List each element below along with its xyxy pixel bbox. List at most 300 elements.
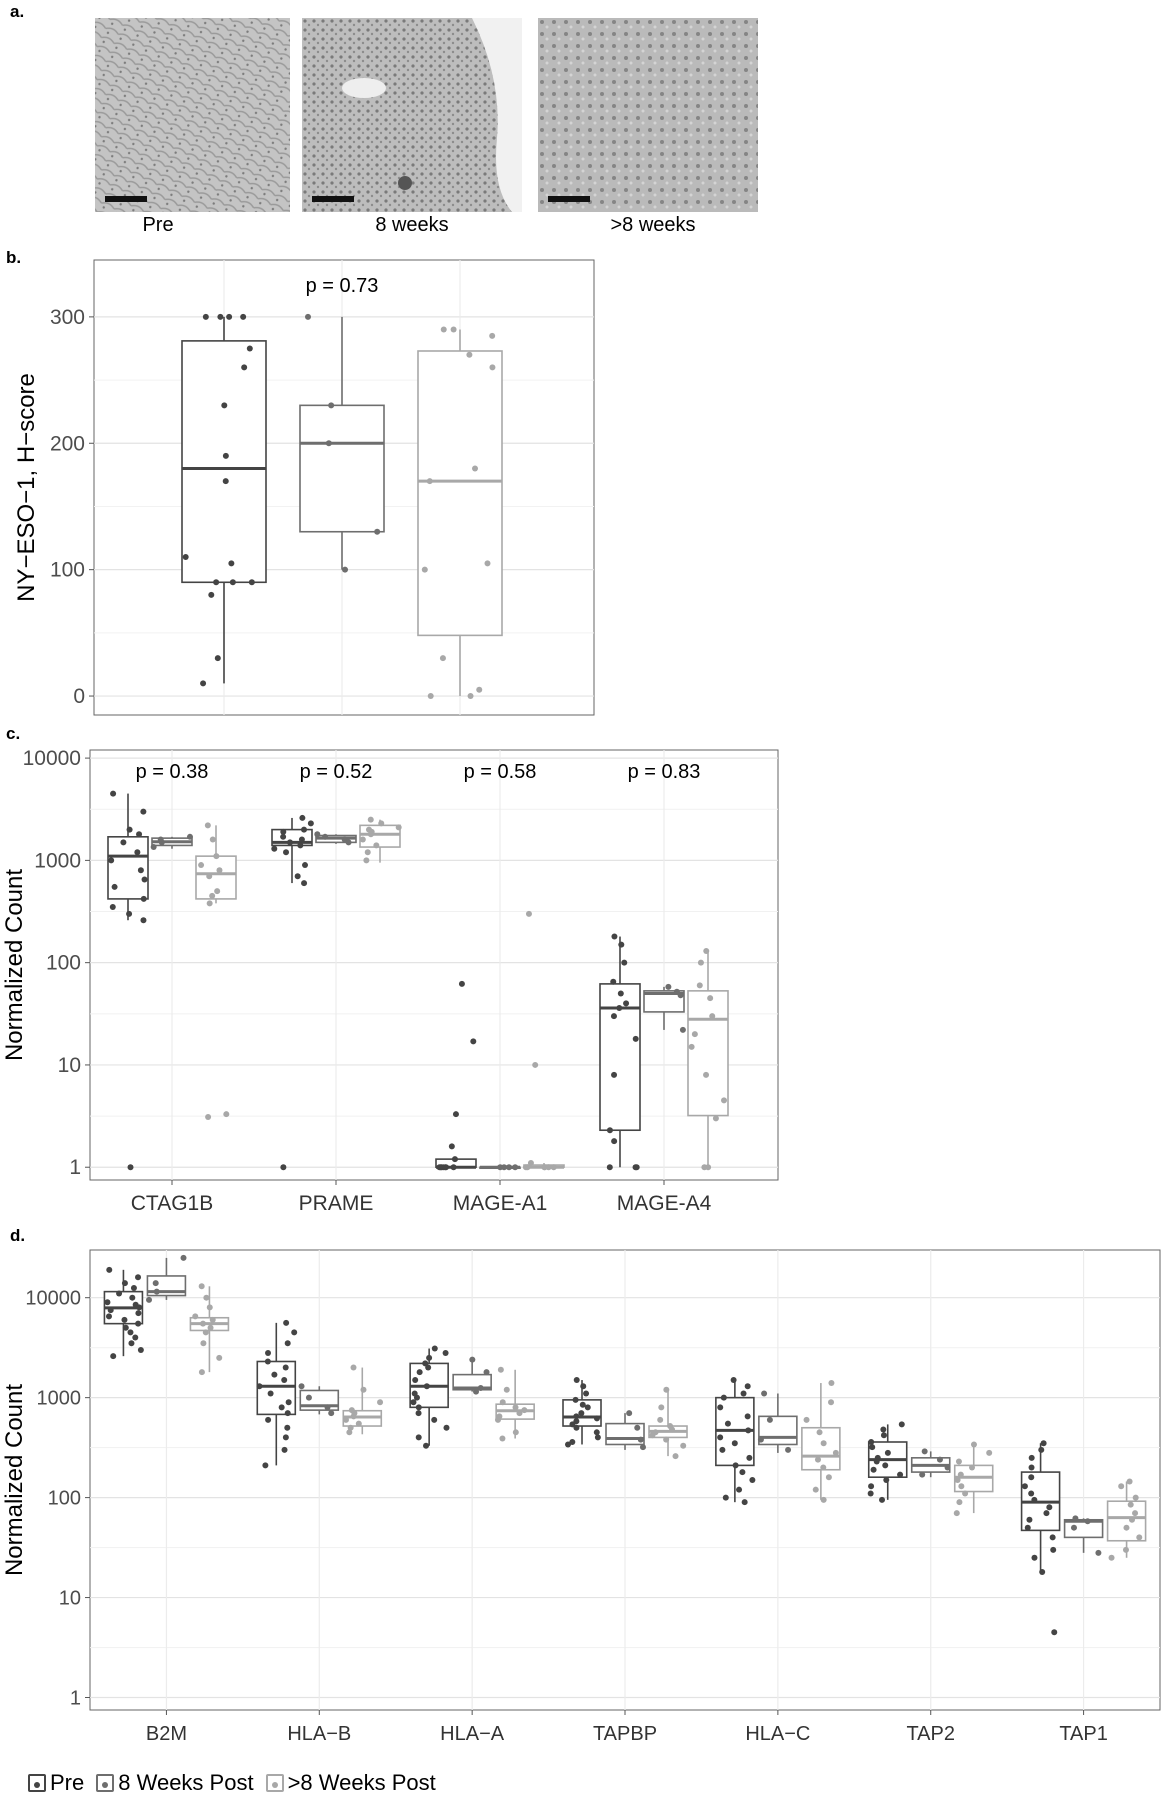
panel-d-box-1-0-point	[265, 1358, 271, 1364]
panel-d-box-2-2-point	[498, 1367, 504, 1373]
panel-b-box-2-point	[489, 333, 495, 339]
panel-d-box-5-2-point	[958, 1472, 964, 1478]
panel-c-box-1-0-point	[283, 849, 289, 855]
panel-d-box-0-2-point	[203, 1329, 209, 1335]
panel-d-box-1-0-point	[285, 1410, 291, 1416]
panel-d-box-4-2-point	[821, 1440, 827, 1446]
panel-c-box-3-0-point	[610, 979, 616, 985]
panel-d-box-6-0-point	[1039, 1569, 1045, 1575]
panel-d-box-3-0-point	[573, 1425, 579, 1431]
panel-b-box-2-point	[422, 567, 428, 573]
panel-c-box-1-1-point	[314, 831, 320, 837]
panel-d-box-0-2-point	[200, 1321, 206, 1327]
panel-d-box-0-0-point	[106, 1267, 112, 1273]
panel-b-box-2-point	[472, 466, 478, 472]
panel-c-box-1-0-point	[295, 873, 301, 879]
scale-bar	[105, 196, 147, 202]
panel-c-y-axis-label: Normalized Count	[1, 868, 28, 1062]
panel-d-box-0-0-point	[135, 1310, 141, 1316]
panel-d-box-2-2-point	[513, 1404, 519, 1410]
panel-d-box-2-0-point	[417, 1369, 423, 1375]
panel-b-y-tick-label: 100	[49, 558, 85, 582]
panel-c-box-0-0-point	[127, 827, 133, 833]
panel-c-box-0-0-point	[128, 1164, 134, 1170]
panel-d-box-6-2-point	[1109, 1555, 1115, 1561]
panel-c-box-1-1-point	[322, 834, 328, 840]
panel-d-box-0-0-point	[132, 1334, 138, 1340]
panel-d-box-0-1-point	[181, 1255, 187, 1261]
panel-c-box-1-2-point	[360, 837, 366, 843]
panel-d-x-tick-label: TAP2	[906, 1723, 956, 1745]
panel-d-box-0-0-point	[104, 1299, 110, 1305]
panel-c-box-0-0-point	[110, 904, 116, 910]
panel-c-box-2-1-point	[501, 1164, 507, 1170]
legend	[28, 1770, 442, 1796]
panel-d-box-5-0-point	[897, 1472, 903, 1478]
panel-c-box-2-2-point	[532, 1062, 538, 1068]
panel-d-box-1-2-point	[377, 1399, 383, 1405]
panel-d-box-1-2-point	[356, 1421, 362, 1427]
panel-d-box-0-0-point	[108, 1307, 114, 1313]
panel-c-box-0-2-point	[207, 900, 213, 906]
panel-d-box-1-1-point	[328, 1410, 334, 1416]
panel-d-box-5-0-point	[871, 1467, 877, 1473]
panel-d-box-1-0-point	[284, 1425, 290, 1431]
panel-b-label: b.	[6, 248, 22, 267]
panel-d-box-6-0-point	[1038, 1447, 1044, 1453]
panel-d-box-5-0-point	[869, 1444, 875, 1450]
panel-c-box-3-2-box	[688, 991, 728, 1116]
panel-d-box-1-2-point	[351, 1413, 357, 1419]
panel-d-box-4-0-point	[741, 1391, 747, 1397]
panel-d-box-3-2-point	[680, 1443, 686, 1449]
panel-d-y-tick-label: 10	[58, 1587, 81, 1610]
panel-d-box-0-0-point	[121, 1317, 127, 1323]
panel-c-p-value: p = 0.83	[627, 761, 701, 783]
panel-c-box-0-2-point	[210, 837, 216, 843]
panel-c-box-3-0-point	[611, 1138, 617, 1144]
panel-d-box-3-2-point	[673, 1453, 679, 1459]
panel-c-box-3-0-point	[611, 1013, 617, 1019]
legend-label-gt-8-weeks-post: >8 Weeks Post	[287, 1770, 436, 1795]
panel-c-box-0-1-point	[187, 834, 193, 840]
panel-b-y-tick-label: 200	[49, 432, 85, 456]
panel-c-box-3-0-point	[623, 1000, 629, 1006]
panel-c-box-0-2-point	[213, 853, 219, 859]
panel-d-box-6-0-point	[1043, 1510, 1049, 1516]
panel-c-box-0-2-point	[216, 867, 222, 873]
panel-d-box-2-0-point	[424, 1383, 430, 1389]
panel-c-box-0-0-point	[141, 896, 147, 902]
panel-b-box-1-box	[300, 405, 384, 531]
panel-d-box-1-0-box	[257, 1361, 295, 1414]
panel-d-box-2-1-point	[484, 1369, 490, 1375]
panel-b-box-2-point	[466, 352, 472, 358]
panel-d-box-6-0-point	[1029, 1455, 1035, 1461]
panel-c-box-3-0-point	[611, 1072, 617, 1078]
panel-d-box-0-0-point	[129, 1295, 135, 1301]
panel-c-box-1-0-point	[280, 1164, 286, 1170]
panel-c-box-1-2-point	[368, 831, 374, 837]
panel-d-box-2-2-point	[504, 1387, 510, 1393]
panel-d-box-2-0-point	[423, 1443, 429, 1449]
panel-b-box-0-point	[215, 655, 221, 661]
micrograph-8-weeks-texture	[302, 18, 522, 212]
panel-d-box-6-2-point	[1128, 1502, 1134, 1508]
panel-d-box-4-0-point	[746, 1455, 752, 1461]
panel-d-box-0-2-point	[210, 1317, 216, 1323]
caption-gt-8-weeks: >8 weeks	[610, 214, 696, 236]
panel-d-box-0-0-point	[127, 1329, 133, 1335]
panel-c-box-1-2-point	[378, 820, 384, 826]
panel-d-y-axis-label: Normalized Count	[1, 1383, 28, 1577]
panel-d-box-1-2-point	[343, 1417, 349, 1423]
panel-d-box-5-0-point	[885, 1450, 891, 1456]
panel-b-box-0-point	[249, 579, 255, 585]
panel-d-box-5-0-point	[879, 1497, 885, 1503]
panel-d-box-0-2-point	[199, 1283, 205, 1289]
panel-d-box-3-0-point	[578, 1410, 584, 1416]
panel-d-box-3-2-point	[649, 1432, 655, 1438]
panel-c-box-2-2-point	[526, 911, 532, 917]
panel-d-box-5-0-point	[868, 1490, 874, 1496]
legend-item-8-weeks-post	[96, 1770, 253, 1796]
panel-d-box-0-0-point	[135, 1274, 141, 1280]
panel-c-box-2-2-point	[551, 1164, 557, 1170]
panel-c-box-2-0-point	[442, 1164, 448, 1170]
panel-c-box-1-2-point	[363, 857, 369, 863]
panel-b-box-0-point	[247, 345, 253, 351]
panel-d-box-6-0-point	[1031, 1497, 1037, 1503]
panel-d-box-5-2-point	[986, 1450, 992, 1456]
panel-d-box-3-0-point	[594, 1415, 600, 1421]
panel-c-box-0-0-point	[140, 917, 146, 923]
panel-d-box-4-2-point	[821, 1497, 827, 1503]
panel-d-box-6-0-point	[1050, 1534, 1056, 1540]
panel-b-box-2-point	[428, 693, 434, 699]
panel-d-x-tick-label: B2M	[145, 1723, 187, 1745]
panel-b-box-0-point	[217, 314, 223, 320]
panel-d-box-4-2-point	[828, 1399, 834, 1405]
panel-c-y-tick-label: 100	[45, 951, 81, 975]
panel-d-box-6-1-point	[1085, 1518, 1091, 1524]
panel-d-box-3-2-point	[663, 1387, 669, 1393]
panel-c-box-0-0-point	[136, 831, 142, 837]
panel-d-box-6-0-point	[1046, 1504, 1052, 1510]
panel-c-x-tick-label: PRAME	[298, 1192, 374, 1215]
panel-c-x-tick-label: CTAG1B	[130, 1192, 214, 1215]
panel-c-y-tick-label: 1	[69, 1156, 81, 1180]
panel-c-box-2-0-point	[449, 1143, 455, 1149]
panel-d-box-6-2-point	[1123, 1525, 1129, 1531]
panel-c-box-3-2-point	[705, 1164, 711, 1170]
scale-bar	[312, 196, 354, 202]
panel-d-box-4-2-point	[828, 1380, 834, 1386]
panel-d-box-4-0-point	[742, 1499, 748, 1505]
panel-c-box-0-0-point	[112, 884, 118, 890]
panel-d-box-0-0-point	[123, 1325, 129, 1331]
panel-d-box-4-1-point	[767, 1417, 773, 1423]
panel-d-box-3-2-point	[669, 1427, 675, 1433]
panel-b-box-0-point	[230, 579, 236, 585]
panel-d-box-1-0-point	[271, 1372, 277, 1378]
panel-d-box-1-1-point	[306, 1395, 312, 1401]
panel-d-box-0-0-point	[122, 1280, 128, 1286]
panel-c-p-value: p = 0.52	[299, 761, 373, 783]
panel-b-box-2-point	[476, 687, 482, 693]
panel-d-box-3-0-point	[595, 1434, 601, 1440]
panel-d-box-6-2-point	[1132, 1510, 1138, 1516]
panel-b-box-0-point	[226, 314, 232, 320]
panel-d-box-5-2-point	[956, 1458, 962, 1464]
panel-d-y-tick-label: 100	[47, 1487, 81, 1510]
panel-c-box-3-1-point	[665, 984, 671, 990]
panel-d-box-2-0-point	[412, 1377, 418, 1383]
panel-d-box-2-0-point	[426, 1355, 432, 1361]
panel-c-box-0-0-point	[120, 839, 126, 845]
panel-d-box-5-2-point	[969, 1465, 975, 1471]
panel-c-box-3-2-point	[698, 960, 704, 966]
panel-c-box-0-2-point	[198, 862, 204, 868]
panel-d-box-6-0-point	[1041, 1440, 1047, 1446]
panel-d-box-0-2-point	[216, 1355, 222, 1361]
panel-d-box-4-1-point	[758, 1437, 764, 1443]
panel-c-box-0-1-point	[151, 844, 157, 850]
cta-normalized-count-boxplot	[0, 740, 790, 1220]
panel-d-box-4-0-point	[717, 1404, 723, 1410]
panel-d-box-6-0-point	[1051, 1629, 1057, 1635]
panel-c-box-1-0-point	[271, 846, 277, 852]
panel-b-y-tick-label: 300	[49, 305, 85, 329]
panel-b-box-0-point	[208, 592, 214, 598]
panel-d-x-tick-label: TAPBP	[592, 1723, 658, 1745]
panel-d-box-1-2-point	[346, 1429, 352, 1435]
panel-d-box-4-0-point	[723, 1495, 729, 1501]
panel-d-box-0-2-point	[207, 1304, 213, 1310]
panel-d-box-4-0-point	[725, 1421, 731, 1427]
panel-c-box-3-0-point	[618, 942, 624, 948]
legend-item-pre	[28, 1770, 84, 1796]
panel-d-box-1-0-point	[286, 1399, 292, 1405]
panel-d-box-4-0-point	[745, 1427, 751, 1433]
panel-b-box-0-box	[182, 341, 266, 582]
panel-d-box-4-2-point	[804, 1417, 810, 1423]
panel-c-box-0-2-point	[205, 1114, 211, 1120]
panel-d-box-2-0-point	[416, 1434, 422, 1440]
panel-b-box-2-point	[441, 327, 447, 333]
panel-c-box-1-2-point	[373, 842, 379, 848]
panel-d-box-6-1-point	[1072, 1515, 1078, 1521]
panel-d-box-2-0-point	[443, 1350, 449, 1356]
panel-c-box-1-0-point	[301, 880, 307, 886]
panel-d-box-6-1-point	[1071, 1525, 1077, 1531]
panel-d-box-5-2-point	[956, 1499, 962, 1505]
panel-b-p-value: p = 0.73	[305, 275, 379, 297]
panel-b-box-0-point	[228, 560, 234, 566]
panel-d-box-1-0-point	[291, 1329, 297, 1335]
panel-c-box-1-2-box	[360, 825, 400, 847]
panel-d-box-6-0-point	[1028, 1474, 1034, 1480]
panel-d-box-2-0-point	[416, 1410, 422, 1416]
panel-d-box-4-2-point	[826, 1474, 832, 1480]
panel-c-p-value: p = 0.38	[135, 761, 209, 783]
panel-d-box-1-0-point	[283, 1365, 289, 1371]
legend-label-8-weeks-post: 8 Weeks Post	[118, 1770, 254, 1795]
panel-d-box-5-0-point	[899, 1421, 905, 1427]
panel-d-box-6-2-point	[1123, 1547, 1129, 1553]
panel-d-box-1-0-point	[279, 1404, 285, 1410]
panel-c-box-1-0-point	[297, 842, 303, 848]
panel-d-box-2-0-point	[431, 1417, 437, 1423]
panel-d-box-4-0-point	[739, 1469, 745, 1475]
panel-d-box-2-1-point	[478, 1385, 484, 1391]
panel-b-box-0-point	[221, 402, 227, 408]
panel-d-box-6-2-point	[1129, 1517, 1135, 1523]
nyeso1-hscore-boxplot	[0, 250, 610, 725]
panel-d-box-4-2-point	[817, 1429, 823, 1435]
panel-b-box-0-point	[240, 314, 246, 320]
panel-d-box-5-2-point	[955, 1477, 961, 1483]
panel-b-box-1-point	[342, 567, 348, 573]
panel-b-box-2-point	[484, 560, 490, 566]
panel-d-box-6-1-point	[1095, 1550, 1101, 1556]
panel-d-box-5-2-point	[954, 1510, 960, 1516]
panel-c-label: c.	[6, 724, 21, 743]
panel-d-box-0-0-point	[131, 1285, 137, 1291]
panel-b-box-2-box	[418, 351, 502, 635]
panel-d-box-4-2-point	[820, 1465, 826, 1471]
panel-d-box-2-1-point	[469, 1357, 475, 1363]
panel-c-box-1-0-point	[301, 827, 307, 833]
panel-d-y-tick-label: 10000	[25, 1287, 81, 1310]
panel-c-box-0-2-point	[223, 1111, 229, 1117]
panel-d-box-0-2-point	[208, 1325, 214, 1331]
caption-pre: Pre	[142, 214, 174, 236]
panel-d-box-0-1-point	[146, 1297, 152, 1303]
panel-c-box-1-2-point	[365, 849, 371, 855]
panel-b-box-1-point	[374, 529, 380, 535]
panel-c-box-2-0-point	[470, 1038, 476, 1044]
panel-d-box-0-0-point	[110, 1353, 116, 1359]
panel-c-box-2-2-point	[542, 1164, 548, 1170]
panel-c-box-1-0-point	[308, 820, 314, 826]
panel-d-box-3-0-point	[594, 1429, 600, 1435]
panel-d-box-1-0-point	[282, 1447, 288, 1453]
panel-c-box-3-2-point	[692, 1031, 698, 1037]
panel-d-box-2-0-point	[425, 1365, 431, 1371]
panel-d-box-1-1-point	[299, 1383, 305, 1389]
panel-c-box-3-0-point	[621, 960, 627, 966]
panel-d-box-6-0-point	[1022, 1483, 1028, 1489]
panel-c-p-value: p = 0.58	[463, 761, 537, 783]
panel-d-box-0-1-point	[153, 1280, 159, 1286]
panel-b-box-2-point	[440, 655, 446, 661]
panel-d-box-2-2-point	[499, 1436, 505, 1442]
panel-d-box-3-0-point	[585, 1404, 591, 1410]
panel-d-box-0-0-point	[135, 1321, 141, 1327]
panel-d-box-5-0-point	[882, 1462, 888, 1468]
panel-b-box-0-point	[203, 314, 209, 320]
panel-c-box-2-2-point	[523, 1164, 529, 1170]
panel-c-box-0-0-point	[126, 911, 132, 917]
panel-d-box-5-2-point	[971, 1441, 977, 1447]
panel-d-box-4-1-box	[759, 1416, 797, 1444]
panel-d-box-4-0-point	[745, 1413, 751, 1419]
panel-d-box-1-0-point	[283, 1320, 289, 1326]
panel-d-box-0-2-point	[200, 1340, 206, 1346]
panel-c-box-3-1-point	[678, 992, 684, 998]
panel-d-box-5-0-point	[868, 1439, 874, 1445]
panel-d-x-tick-label: HLA−C	[745, 1723, 811, 1745]
panel-d-box-4-2-point	[833, 1450, 839, 1456]
micrograph-pre-texture	[95, 18, 290, 212]
panel-d-box-5-1-point	[937, 1457, 943, 1463]
panel-d-box-5-2-point	[962, 1490, 968, 1496]
scale-bar	[548, 196, 590, 202]
panel-c-box-1-0-point	[299, 815, 305, 821]
panel-c-box-2-0-point	[453, 1111, 459, 1117]
panel-d-box-0-2-point	[203, 1295, 209, 1301]
panel-d-x-tick-label: HLA−A	[440, 1723, 505, 1745]
panel-d-box-2-2-point	[500, 1399, 506, 1405]
panel-d-box-4-1-point	[785, 1447, 791, 1453]
panel-c-box-3-0-point	[633, 1036, 639, 1042]
panel-c-y-tick-label: 1000	[34, 849, 81, 873]
panel-d-box-2-2-point	[495, 1417, 501, 1423]
panel-c-box-3-2-point	[721, 1097, 727, 1103]
panel-d-box-0-0-point	[106, 1313, 112, 1319]
panel-d-box-5-0-point	[883, 1477, 889, 1483]
panel-c-box-1-1-point	[346, 839, 352, 845]
panel-d-box-3-0-point	[565, 1441, 571, 1447]
panel-c-box-0-2-point	[205, 822, 211, 828]
panel-d-box-6-0-point	[1031, 1555, 1037, 1561]
panel-d-box-2-2-point	[513, 1429, 519, 1435]
panel-c-box-3-2-point	[689, 1044, 695, 1050]
panel-b-box-0-point	[223, 478, 229, 484]
panel-d-box-1-0-point	[285, 1340, 291, 1346]
panel-c-box-2-0-point	[459, 981, 465, 987]
panel-c-box-2-0-point	[436, 1164, 442, 1170]
panel-b-box-0-point	[200, 680, 206, 686]
panel-d-box-1-0-point	[265, 1417, 271, 1423]
panel-c-y-tick-label: 10000	[22, 747, 81, 771]
panel-c-box-0-0-point	[142, 877, 148, 883]
legend-label-pre: Pre	[50, 1770, 85, 1795]
panel-d-box-4-0-point	[717, 1434, 723, 1440]
panel-d-box-5-0-point	[881, 1432, 887, 1438]
panel-c-box-3-0-point	[611, 934, 617, 940]
legend-item-gt-8-weeks-post	[266, 1770, 436, 1796]
panel-d-box-4-0-point	[721, 1395, 727, 1401]
panel-d-y-tick-label: 1	[69, 1687, 81, 1710]
panel-c-box-2-0-point	[452, 1156, 458, 1162]
panel-c-box-1-0-point	[302, 862, 308, 868]
panel-b-box-0-point	[223, 453, 229, 459]
panel-d-box-1-0-point	[262, 1462, 268, 1468]
panel-d-box-3-2-point	[663, 1437, 669, 1443]
panel-c-x-tick-label: MAGE-A4	[616, 1192, 712, 1215]
micrograph-pre	[95, 18, 290, 212]
panel-d-box-3-2-point	[658, 1404, 664, 1410]
panel-c-box-3-0-point	[618, 990, 624, 996]
panel-b-box-2-point	[489, 364, 495, 370]
panel-b-y-axis-label: NY−ESO−1, H−score	[13, 373, 40, 602]
micrograph-8-weeks	[302, 18, 522, 212]
panel-d-box-3-0-point	[583, 1391, 589, 1397]
panel-c-box-1-2-point	[396, 824, 402, 830]
panel-c-box-3-2-point	[703, 948, 709, 954]
